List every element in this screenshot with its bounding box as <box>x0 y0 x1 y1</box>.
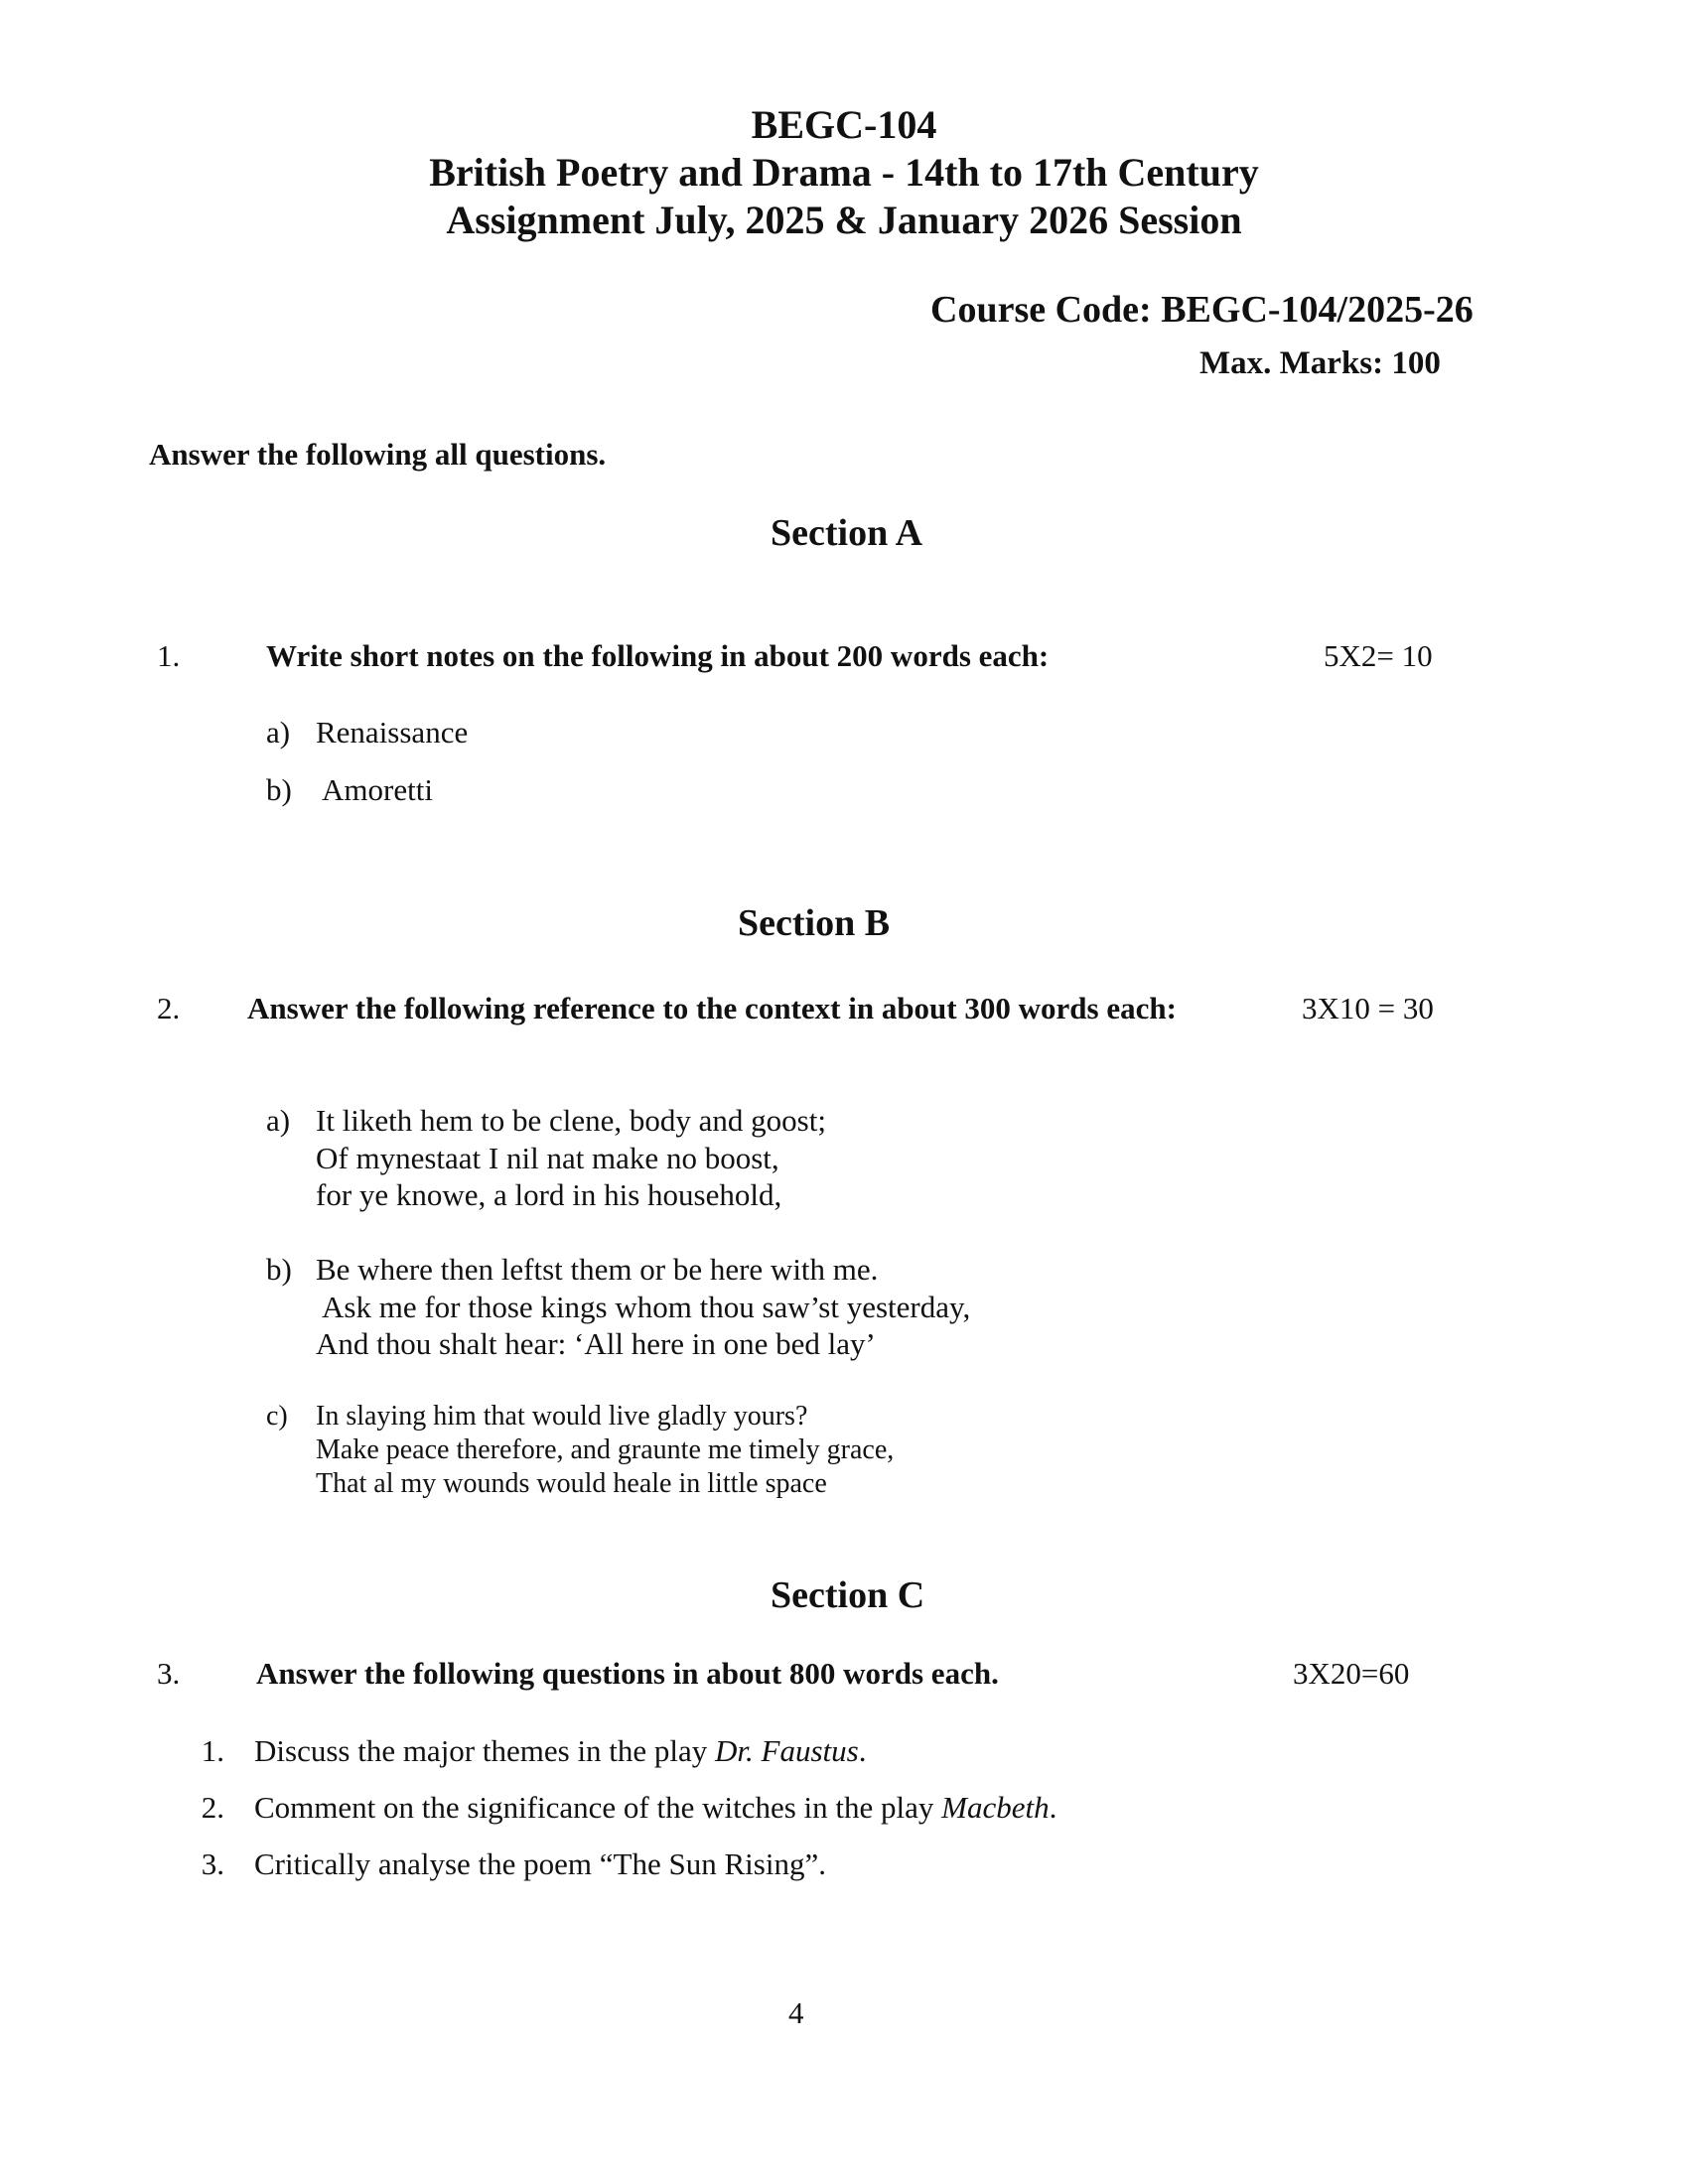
item-suffix: . <box>858 1733 867 1768</box>
item-number: 2. <box>201 1790 224 1825</box>
passage-line: And thou shalt hear: ‘All here in one bed lay’ <box>316 1326 876 1361</box>
question-3-number: 3. <box>157 1656 181 1691</box>
passage-line: for ye knowe, a lord in his household, <box>316 1177 782 1212</box>
passage-label: b) <box>266 1252 292 1287</box>
item-text: Amoretti <box>316 772 433 807</box>
item-text: Critically analyse the poem “The Sun Rising”. <box>254 1846 826 1881</box>
question-2-text: Answer the following reference to the context in about 300 words each: <box>247 991 1177 1025</box>
section-c-heading: Section C <box>771 1574 925 1616</box>
section-c-item <box>195 1733 1386 1773</box>
course-code-label: Course Code: BEGC-104/2025-26 <box>930 289 1474 331</box>
course-title-heading: British Poetry and Drama - 14th to 17th Century <box>429 150 1259 195</box>
item-number: 1. <box>201 1733 224 1768</box>
item-label: a) <box>266 715 291 750</box>
passage-b <box>266 1251 1160 1370</box>
passage-line: Make peace therefore, and graunte me timely grace, <box>316 1434 895 1465</box>
question-1-text: Write short notes on the following in about 200 words each: <box>266 638 1050 673</box>
passage-line: Ask me for those kings whom thou saw’st yesterday, <box>316 1289 971 1324</box>
passage-line: It liketh hem to be clene, body and goost; <box>316 1103 826 1138</box>
section-a-item <box>266 772 433 808</box>
page-number: 4 <box>788 1995 804 2030</box>
passage-line: Be where then leftst them or be here with me. <box>316 1252 879 1287</box>
question-2-marks: 3X10 = 30 <box>1302 991 1434 1025</box>
passage-a <box>266 1102 1160 1221</box>
item-text: Comment on the significance of the witches in the play <box>254 1790 942 1825</box>
item-number: 3. <box>201 1846 224 1881</box>
course-id-heading: BEGC-104 <box>751 102 937 147</box>
question-3-marks: 3X20=60 <box>1293 1656 1410 1691</box>
item-label: b) <box>266 772 292 807</box>
section-a-item <box>266 715 468 751</box>
general-instruction: Answer the following all questions. <box>149 437 607 472</box>
question-3-text: Answer the following questions in about 800 words each. <box>256 1656 999 1691</box>
item-text: Renaissance <box>316 715 469 750</box>
section-c-item <box>195 1846 1386 1886</box>
item-text: Discuss the major themes in the play <box>254 1733 716 1768</box>
question-1-marks: 5X2= 10 <box>1324 638 1433 673</box>
play-title: Macbeth <box>941 1790 1050 1825</box>
item-suffix: . <box>1049 1790 1057 1825</box>
passage-label: a) <box>266 1103 291 1138</box>
question-1-number: 1. <box>157 638 181 673</box>
passage-line: Of mynestaat I nil nat make no boost, <box>316 1140 779 1175</box>
passage-c <box>266 1400 1160 1509</box>
section-c-item <box>195 1790 1386 1830</box>
section-b-heading: Section B <box>738 902 891 944</box>
passage-label: c) <box>266 1401 288 1432</box>
session-heading: Assignment July, 2025 & January 2026 Session <box>446 198 1242 242</box>
play-title: Dr. Faustus <box>715 1733 859 1768</box>
passage-line: That al my wounds would heale in little space <box>316 1468 827 1499</box>
max-marks-label: Max. Marks: 100 <box>1199 345 1441 381</box>
section-a-heading: Section A <box>771 512 923 554</box>
passage-line: In slaying him that would live gladly yours? <box>316 1401 808 1432</box>
question-2-number: 2. <box>157 991 181 1025</box>
